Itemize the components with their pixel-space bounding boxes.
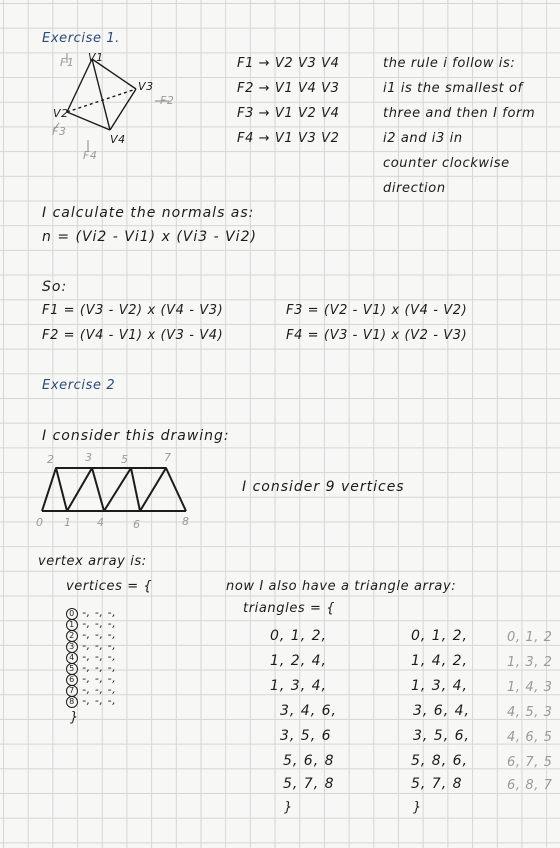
vertex-label-top: 5 (121, 453, 129, 466)
diagram-label-f3: F3 (52, 125, 67, 138)
rule-explanation: i1 is the smallest of (383, 81, 523, 96)
triangle-row: 4, 6, 5 (507, 730, 553, 745)
vertex-row: -, -, -, (82, 661, 117, 674)
triangle-row: 6, 8, 7 (507, 778, 553, 793)
face-rule: F3 → V1 V2 V4 (237, 106, 340, 121)
face-rule: F2 → V1 V4 V3 (237, 81, 340, 96)
vertex-index: 6 (66, 674, 78, 686)
so-label: So: (42, 279, 68, 295)
triangles-close: } (413, 800, 422, 815)
exercise2-title: Exercise 2 (42, 378, 116, 393)
vertex-row: -, -, -, (82, 617, 117, 630)
list-item (66, 694, 116, 708)
vertex-index: 0 (66, 608, 78, 620)
vertex-label-bottom: 8 (182, 515, 190, 528)
triangle-row: 1, 3, 4, (411, 678, 468, 694)
triangle-row: 1, 4, 2, (411, 653, 468, 669)
rule-explanation: direction (383, 181, 446, 196)
triangle-row: 0, 1, 2, (411, 628, 468, 644)
vertex-index: 4 (66, 652, 78, 664)
vertex-row: -, -, -, (82, 683, 117, 696)
triangle-row: 1, 4, 3 (507, 680, 553, 695)
vertices-close: } (70, 710, 79, 725)
vertex-index: 7 (66, 685, 78, 697)
triangle-row: 5, 7, 8 (411, 776, 463, 792)
vertex-label-bottom: 6 (133, 518, 141, 531)
triangles-close: } (284, 800, 293, 815)
vertex-row: -, -, -, (82, 650, 117, 663)
diagram-label-f1: F1 (60, 56, 75, 69)
vertex-label-top: 7 (164, 451, 172, 464)
vertex-index: 2 (66, 630, 78, 642)
triangle-row: 1, 3, 2 (507, 655, 553, 670)
rule-explanation: the rule i follow is: (383, 56, 516, 71)
vertex-index: 5 (66, 663, 78, 675)
vertices-open: vertices = { (66, 579, 153, 594)
rule-explanation: three and then I form (383, 106, 536, 121)
diagram-label-v2: V2 (53, 107, 69, 120)
diagram-label-f4: F4 (83, 149, 98, 162)
triangles-open: triangles = { (243, 601, 336, 616)
rule-explanation: counter clockwise (383, 156, 510, 171)
face-rule: F1 → V2 V3 V4 (237, 56, 340, 71)
diagram-label-v3: V3 (138, 80, 154, 93)
triangle-row: 0, 1, 2, (270, 628, 327, 644)
triangle-row: 3, 5, 6 (280, 728, 332, 744)
triangle-row: 5, 7, 8 (283, 776, 335, 792)
exercise1-title: Exercise 1. (42, 31, 120, 46)
triangle-row: 4, 5, 3 (507, 705, 553, 720)
triangle-row: 3, 6, 4, (413, 703, 470, 719)
vertex-array-intro: vertex array is: (38, 554, 147, 569)
triangle-row: 5, 8, 6, (411, 753, 468, 769)
normal-f2: F2 = (V4 - V1) x (V3 - V4) (42, 328, 224, 343)
vertex-row: -, -, -, (82, 672, 117, 685)
diagram-label-v1: V1 (88, 51, 104, 64)
diagram-label-v4: V4 (110, 133, 126, 146)
vertex-row: -, -, -, (82, 639, 117, 652)
vertex-label-bottom: 0 (36, 516, 44, 529)
vertex-label-bottom: 1 (64, 516, 72, 529)
vertex-row: -, -, -, (82, 694, 117, 707)
face-rule: F4 → V1 V3 V2 (237, 131, 340, 146)
vertex-label-top: 3 (85, 451, 93, 464)
triangle-array-intro: now I also have a triangle array: (226, 579, 457, 594)
triangle-row: 1, 2, 4, (270, 653, 327, 669)
vertex-index: 1 (66, 619, 78, 631)
triangle-row: 1, 3, 4, (270, 678, 327, 694)
vertex-label-top: 2 (47, 453, 55, 466)
normal-f3: F3 = (V2 - V1) x (V4 - V2) (286, 303, 468, 318)
vertex-index: 8 (66, 696, 78, 708)
vertex-index: 3 (66, 641, 78, 653)
triangle-row: 5, 6, 8 (283, 753, 335, 769)
triangle-row: 0, 1, 2 (507, 630, 553, 645)
triangle-row: 3, 5, 6, (413, 728, 470, 744)
normal-f1: F1 = (V3 - V2) x (V4 - V3) (42, 303, 224, 318)
consider-drawing: I consider this drawing: (42, 428, 230, 444)
vertex-row: -, -, -, (82, 628, 117, 641)
rule-explanation: i2 and i3 in (383, 131, 463, 146)
normals-intro: I calculate the normals as: (42, 205, 255, 221)
vertex-label-bottom: 4 (97, 516, 105, 529)
triangle-row: 3, 4, 6, (280, 703, 337, 719)
normal-f4: F4 = (V3 - V1) x (V2 - V3) (286, 328, 468, 343)
vertex-row: -, -, -, (82, 606, 117, 619)
diagram-label-f2: F2 (160, 94, 175, 107)
triangle-strip-diagram (36, 462, 196, 518)
triangle-row: 6, 7, 5 (507, 755, 553, 770)
vertices-note: I consider 9 vertices (242, 479, 405, 495)
normal-formula: n = (Vi2 - Vi1) x (Vi3 - Vi2) (42, 229, 257, 245)
